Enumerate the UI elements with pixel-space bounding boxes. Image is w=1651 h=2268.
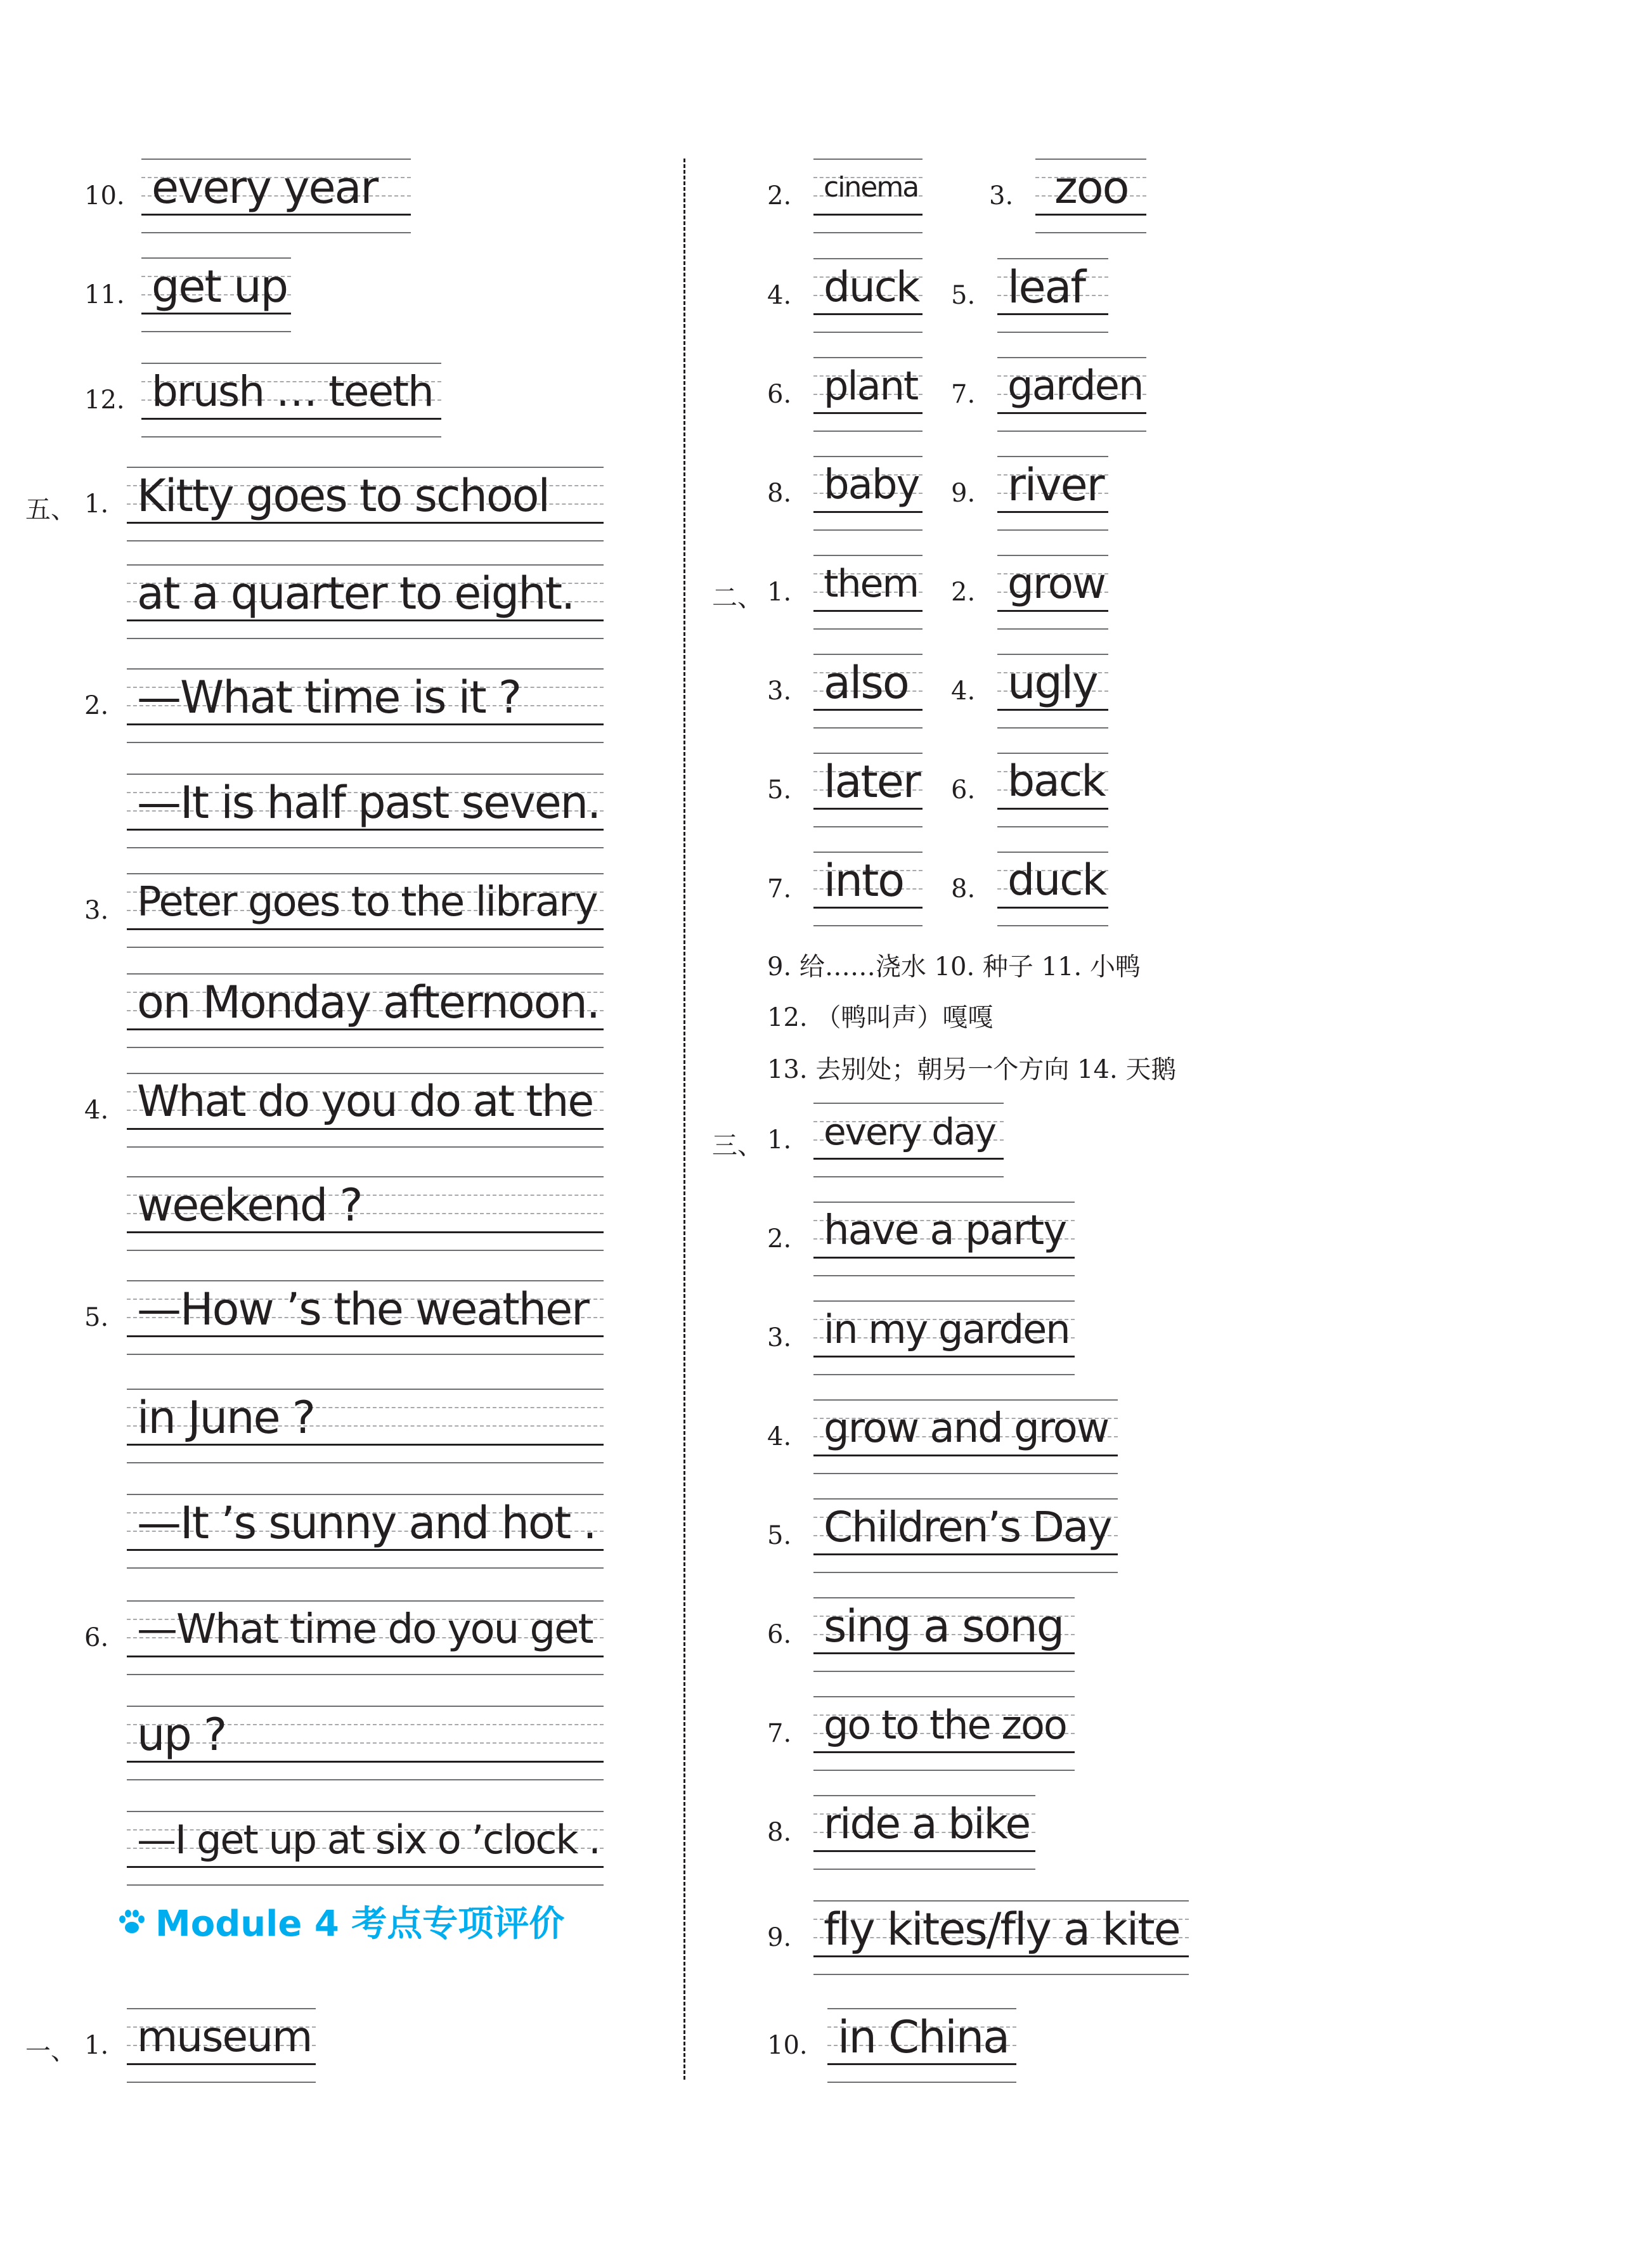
handwritten-answer: plant [824,363,918,409]
writing-lines [997,654,1108,727]
handwritten-answer: at a quarter to eight. [137,567,574,619]
writing-lines [813,1103,1004,1176]
handwritten-answer: duck [1007,855,1106,905]
writing-lines [141,159,411,232]
item-number: 2. [951,578,976,607]
sentence-line [127,668,604,742]
section-marker: 一、 [25,2037,76,2066]
item-number: 5. [84,1303,109,1332]
handwritten-answer: ride a bike [824,1799,1030,1848]
item-number: 4. [767,1422,792,1451]
item-number: 8. [767,479,792,508]
handwritten-answer: zoo [1054,162,1129,214]
writing-lines [997,753,1108,826]
sentence-line [127,1176,604,1250]
writing-lines [813,1696,1075,1770]
item-number: 5. [767,1521,792,1550]
item-number: 2. [84,691,109,720]
item-number: 10. [84,181,125,211]
handwritten-answer: later [824,756,920,808]
handwritten-answer: in June ? [137,1392,314,1444]
item-number: 3. [84,896,109,925]
section-marker: 五、 [25,495,76,524]
handwritten-answer: them [824,562,918,606]
item-number: 10. [767,2031,808,2060]
writing-lines [813,456,923,529]
writing-lines [997,456,1108,529]
handwritten-answer: —How ’s the weather [137,1283,588,1335]
item-number: 11. [84,280,125,309]
writing-lines [997,258,1108,332]
handwritten-answer: —It is half past seven. [137,777,600,829]
writing-lines [813,159,923,232]
item-number: 6. [767,380,792,409]
handwritten-answer: Children’s Day [824,1503,1111,1552]
handwritten-answer: ugly [1007,657,1097,709]
writing-lines [997,852,1108,925]
writing-lines [141,257,291,331]
sentence-line [127,467,604,540]
item-number: 9. [767,1923,792,1952]
handwritten-answer: every year [152,162,378,214]
handwritten-answer: up ? [137,1709,226,1761]
translation-line: 12. （鸭叫声）嘎嘎 [767,1003,994,1032]
writing-lines [813,1597,1075,1671]
handwritten-answer: in China [838,2011,1009,2063]
handwritten-answer: garden [1007,363,1143,410]
sentence-line [127,1280,604,1354]
handwritten-answer: get up [152,261,287,313]
item-number: 3. [767,677,792,706]
item-number: 4. [84,1096,109,1125]
writing-lines [813,258,923,332]
handwritten-answer: Peter goes to the library [137,879,597,926]
handwritten-answer: duck [824,262,919,311]
section-marker: 二、 [712,583,763,612]
item-number: 1. [84,489,109,519]
section-marker: 三、 [712,1131,763,1160]
handwritten-answer: have a party [824,1207,1066,1254]
item-number: 5. [767,775,792,805]
item-number: 12. [84,386,125,415]
handwritten-answer: —What time do you get [137,1606,593,1653]
writing-lines [141,363,441,436]
item-number: 7. [951,380,976,409]
handwritten-answer: museum [137,2012,312,2061]
sentence-line [127,1073,604,1146]
item-number: 3. [989,181,1014,211]
module-heading [116,1896,564,1947]
writing-lines [813,654,923,727]
translation-line: 13. 去别处；朝另一个方向 14. 天鹅 [767,1055,1177,1084]
item-number: 1. [767,1125,792,1155]
handwritten-answer: sing a song [824,1600,1064,1652]
writing-lines [813,1300,1075,1374]
sentence-line [127,973,604,1047]
sentence-line [127,564,604,638]
item-number: 3. [767,1323,792,1352]
item-number: 8. [951,874,976,904]
handwritten-answer: brush … teeth [152,367,433,416]
item-number: 7. [767,874,792,904]
writing-lines [827,2008,1016,2082]
handwritten-answer: back [1007,756,1105,807]
handwritten-answer: on Monday afternoon. [137,976,600,1028]
handwritten-answer: fly kites/fly a kite [824,1903,1180,1955]
handwritten-answer: also [824,657,909,709]
item-number: 1. [84,2031,109,2060]
writing-lines [813,1795,1035,1869]
handwritten-answer: —What time is it ? [137,671,521,723]
handwritten-answer: grow and grow [824,1405,1109,1452]
writing-lines [997,555,1108,628]
item-number: 4. [767,281,792,310]
handwritten-answer: —I get up at six o ’clock . [137,1817,600,1863]
handwritten-answer: river [1007,459,1104,511]
handwritten-answer: in my garden [824,1306,1070,1352]
handwritten-answer: leaf [1007,261,1085,313]
handwritten-answer: —It ’s sunny and hot . [137,1497,596,1549]
item-number: 2. [767,1224,792,1254]
sentence-line [127,1600,604,1674]
writing-lines [127,2008,316,2082]
item-number: 6. [767,1620,792,1649]
handwritten-answer: Kitty goes to school [137,470,549,522]
handwritten-answer: into [824,855,904,907]
sentence-line [127,774,604,847]
writing-lines [997,357,1146,431]
handwritten-answer: baby [824,462,919,509]
sentence-line [127,873,604,947]
item-number: 2. [767,181,792,211]
writing-lines [813,1900,1189,1974]
handwritten-answer: every day [824,1110,995,1153]
sentence-line [127,1706,604,1779]
item-number: 1. [767,578,792,607]
writing-lines [813,1399,1118,1473]
writing-lines [813,1498,1118,1572]
item-number: 9. [951,479,976,508]
item-number: 4. [951,677,976,706]
module-title: Module 4 考点专项评价 [155,1903,565,1945]
translation-line: 9. 给……浇水 10. 种子 11. 小鸭 [767,952,1141,982]
writing-lines [813,753,923,826]
writing-lines [813,852,923,925]
paw-icon [116,1907,148,1938]
sentence-line [127,1494,604,1567]
handwritten-answer: What do you do at the [137,1077,593,1127]
item-number: 6. [84,1623,109,1652]
item-number: 7. [767,1719,792,1748]
sentence-line [127,1389,604,1462]
handwritten-answer: cinema [824,171,919,204]
handwritten-answer: go to the zoo [824,1702,1066,1748]
item-number: 6. [951,775,976,805]
item-number: 8. [767,1818,792,1847]
writing-lines [813,1202,1075,1275]
sentence-line [127,1811,604,1884]
column-divider [683,159,685,2080]
writing-lines [813,555,923,628]
item-number: 5. [951,281,976,310]
writing-lines [1035,159,1146,232]
handwritten-answer: weekend ? [137,1179,362,1231]
handwritten-answer: grow [1007,559,1105,608]
writing-lines [813,357,923,431]
